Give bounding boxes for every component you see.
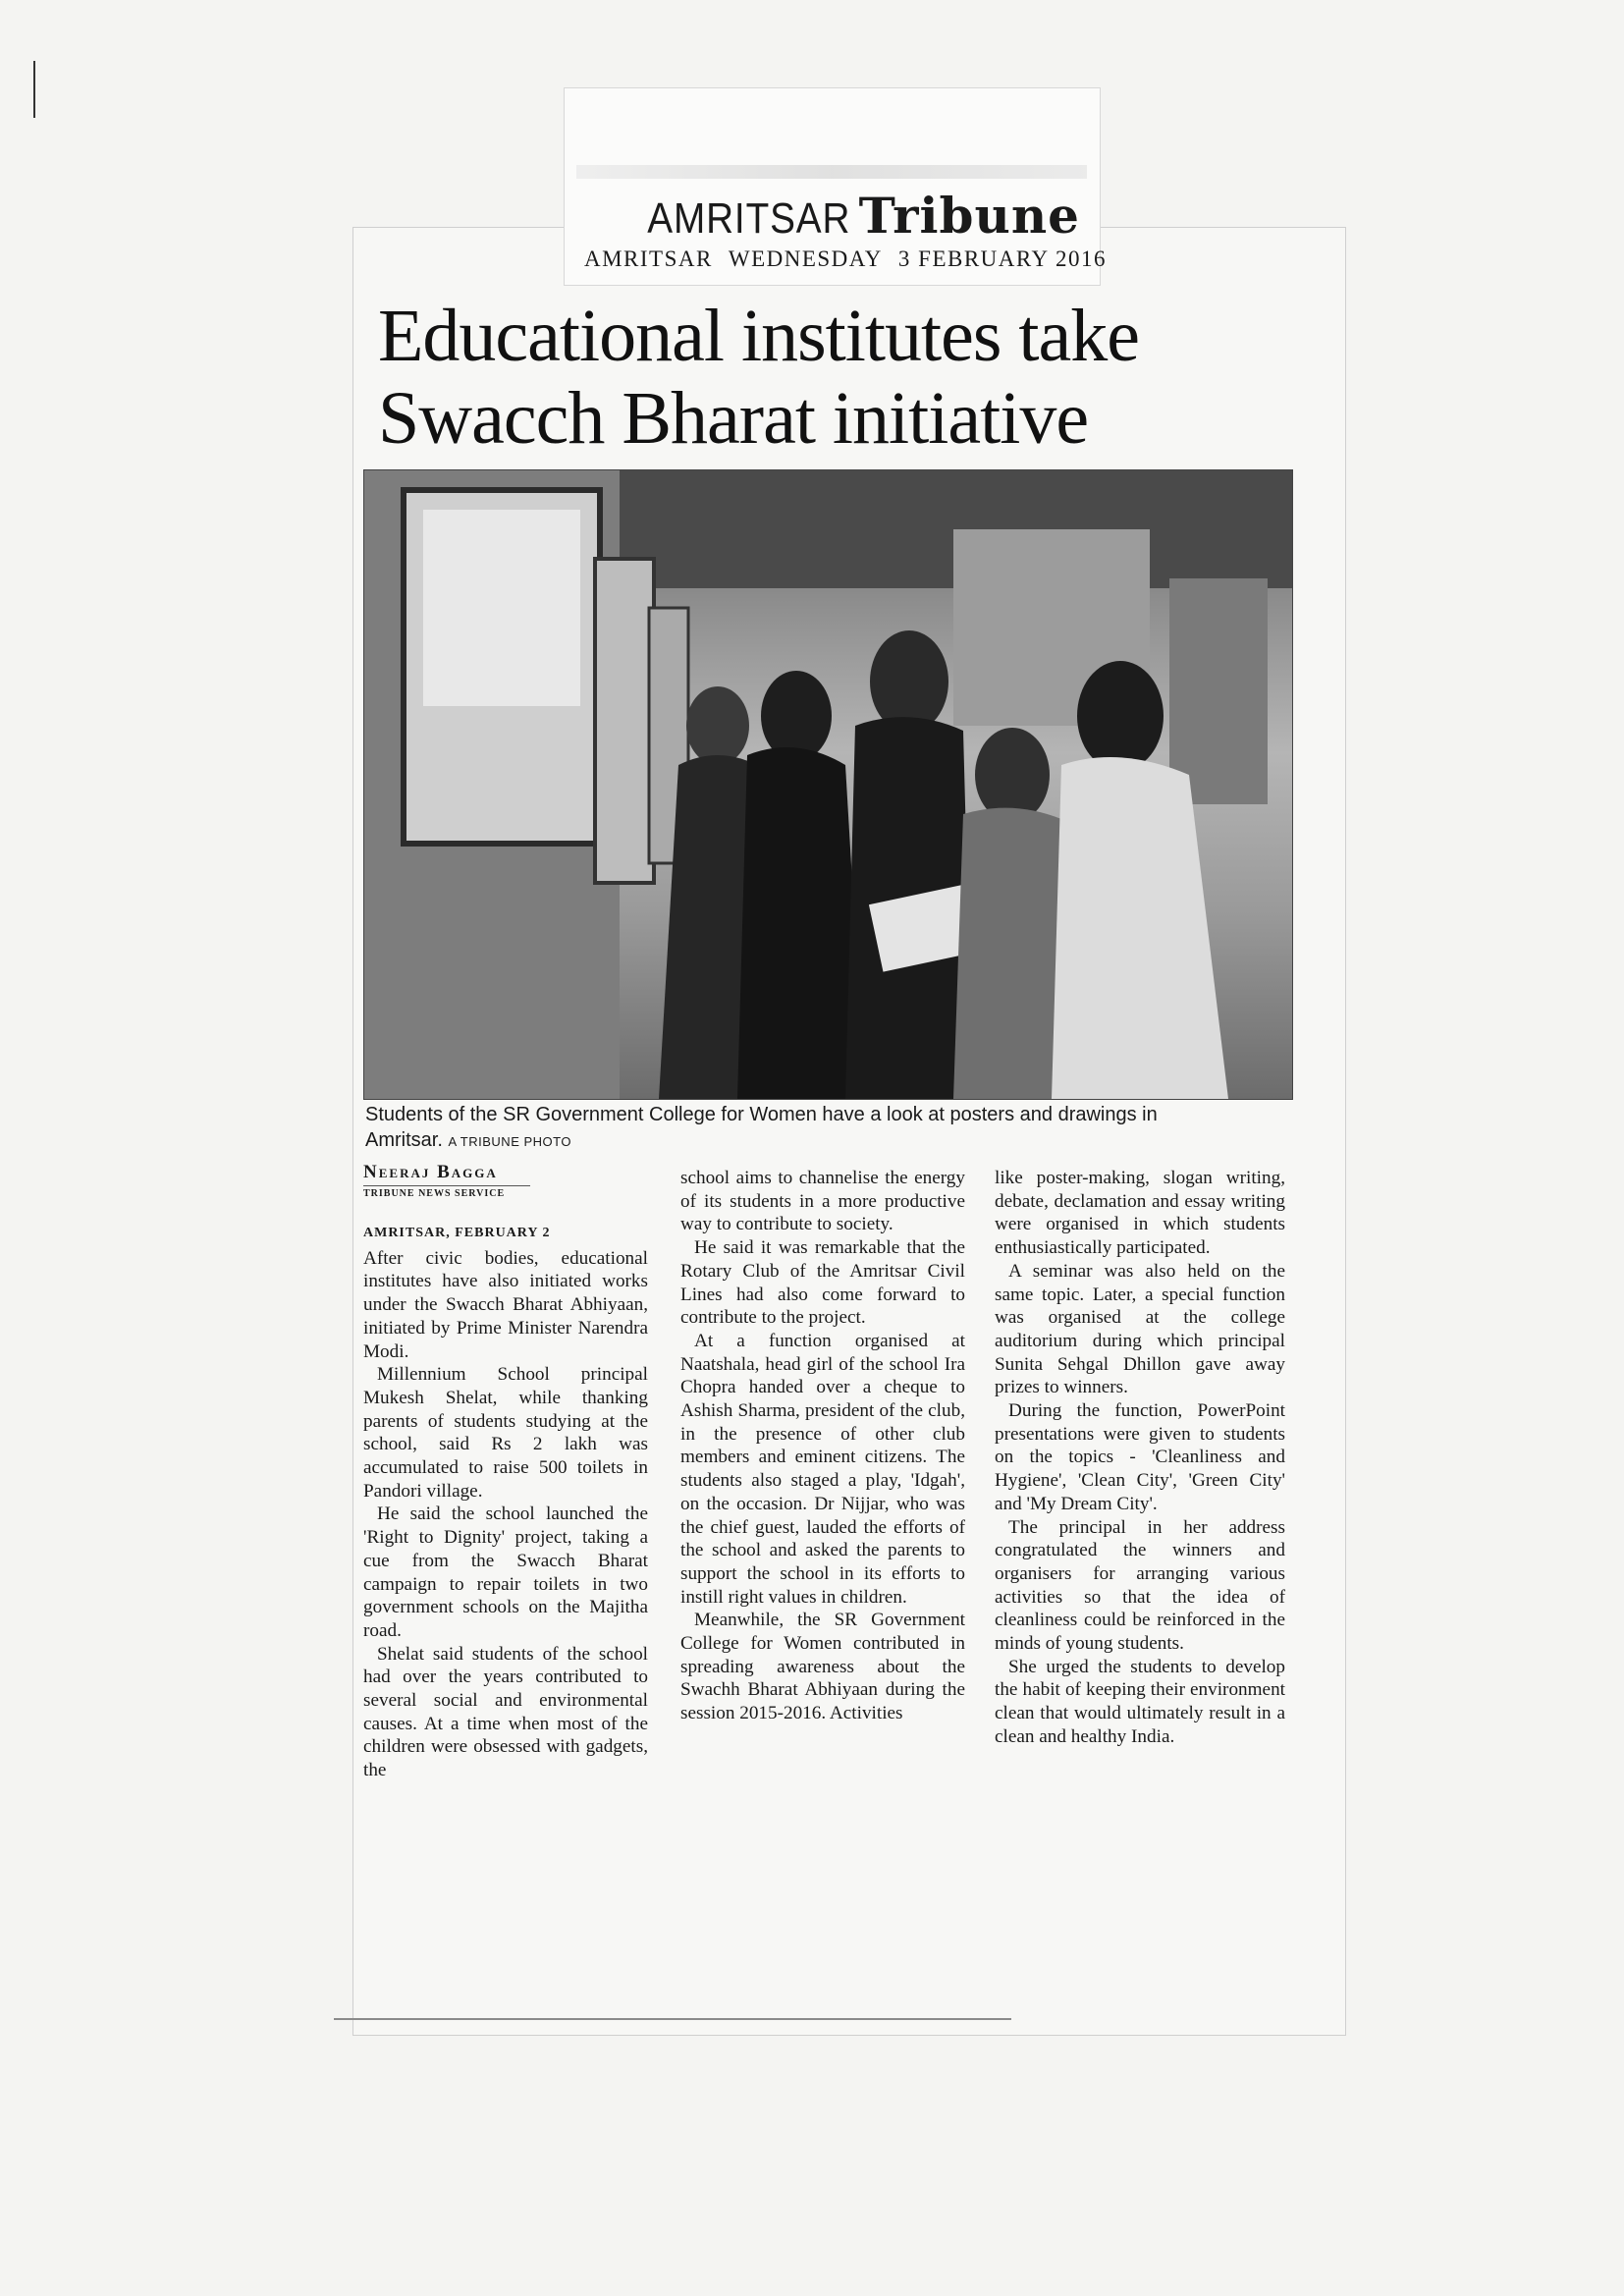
student-head <box>686 686 749 765</box>
caption-text: Students of the SR Government College for Women have a look at posters and drawings in Amritsar. <box>365 1104 1158 1151</box>
masthead-weekday: WEDNESDAY <box>728 246 883 271</box>
student-head <box>975 728 1050 822</box>
headline-line-1: Educational institutes take <box>378 295 1140 377</box>
byline <box>363 1162 530 1199</box>
paragraph: A seminar was also held on the same topic. Later, a special function was organised at the college auditorium during which principal Sunita Sehgal Dhillon gave away prizes to winners. <box>995 1260 1285 1398</box>
article-column-1 <box>363 1222 648 1782</box>
corridor-door <box>1169 578 1268 804</box>
masthead-city: AMRITSAR <box>647 194 851 243</box>
article-headline <box>378 295 1262 460</box>
byline-service: TRIBUNE NEWS SERVICE <box>363 1188 506 1199</box>
paragraph: After civic bodies, educational institutes have also initiated works under the Swacch Bharat Abhiyaan, initiated by Prime Minister Narendra Modi. <box>363 1247 648 1362</box>
article-column-2 <box>680 1167 965 1725</box>
byline-rule <box>363 1185 530 1186</box>
student-body <box>737 747 865 1099</box>
masthead-location: AMRITSAR <box>584 246 713 271</box>
masthead-paper-name: Tribune <box>858 187 1080 245</box>
headline-line-2: Swacch Bharat initiative <box>378 377 1089 460</box>
scan-edge-mark <box>33 61 35 118</box>
paragraph: Millennium School principal Mukesh Shelat, while thanking parents of students studying at the school, said Rs 2 lakh was accumulated to raise 500 toilets in Pandori village. <box>363 1364 648 1502</box>
clipping-bottom-rule <box>334 2018 1011 2020</box>
paragraph: Meanwhile, the SR Government College for Women contributed in spreading awareness about the Swachh Bharat Abhiyaan during the session 2015-2016. Activities <box>680 1610 965 1724</box>
poster <box>423 510 580 706</box>
paragraph: He said it was remarkable that the Rotary Club of the Amritsar Civil Lines had also come forward to contribute to the project. <box>680 1237 965 1329</box>
paragraph: Shelat said students of the school had over the years contributed to several social and environmental causes. At a time when most of the children were obsessed with gadgets, the <box>363 1643 648 1781</box>
photo-credit: A TRIBUNE PHOTO <box>448 1134 571 1149</box>
paragraph: like poster-making, slogan writing, debate, declamation and essay writing were organised in which students enthusiastically participated. <box>995 1168 1285 1259</box>
student-body <box>1052 757 1228 1099</box>
masthead-dateline <box>584 246 1107 273</box>
masthead <box>565 88 1107 285</box>
paragraph: The principal in her address congratulated the winners and organisers for arranging various activities so that the idea of cleanliness could be reinforced in the minds of young students. <box>995 1516 1285 1655</box>
article-dateline: AMRITSAR, FEBRUARY 2 <box>363 1226 551 1240</box>
student-head <box>1077 661 1164 771</box>
student-head <box>761 671 832 761</box>
photo-illustration <box>364 470 1292 1099</box>
masthead-date: 3 FEBRUARY 2016 <box>897 246 1107 271</box>
article-photo <box>363 469 1293 1100</box>
byline-name: Neeraj Bagga <box>363 1162 498 1182</box>
paragraph: He said the school launched the 'Right to Dignity' project, taking a cue from the Swacch Bharat campaign to repair toilets in two government schools on the Majitha road. <box>363 1503 648 1641</box>
poster-board <box>595 559 654 883</box>
paragraph: During the function, PowerPoint presentations were given to students on the topics - 'Cleanliness and Hygiene', 'Clean City', 'Green City' and 'My Dream City'. <box>995 1400 1285 1514</box>
paragraph: At a function organised at Naatshala, head girl of the school Ira Chopra handed over a cheque to Ashish Sharma, president of the club, in the presence of other club members and eminent citizens. The students also staged a play, 'Idgah', on the occasion. Dr Nijjar, who was the chief guest, lauded the efforts of the school and asked the parents to support the school in its efforts to instill right values in children. <box>680 1330 965 1608</box>
photo-caption <box>365 1102 1229 1155</box>
masthead-brand <box>620 187 1080 245</box>
paragraph: school aims to channelise the energy of its students in a more productive way to contribute to society. <box>680 1168 965 1235</box>
paragraph: She urged the students to develop the habit of keeping their environment clean that would ultimately result in a clean and healthy India. <box>995 1656 1285 1747</box>
article-column-3 <box>995 1167 1285 1749</box>
masthead-bleed-through <box>576 165 1087 179</box>
